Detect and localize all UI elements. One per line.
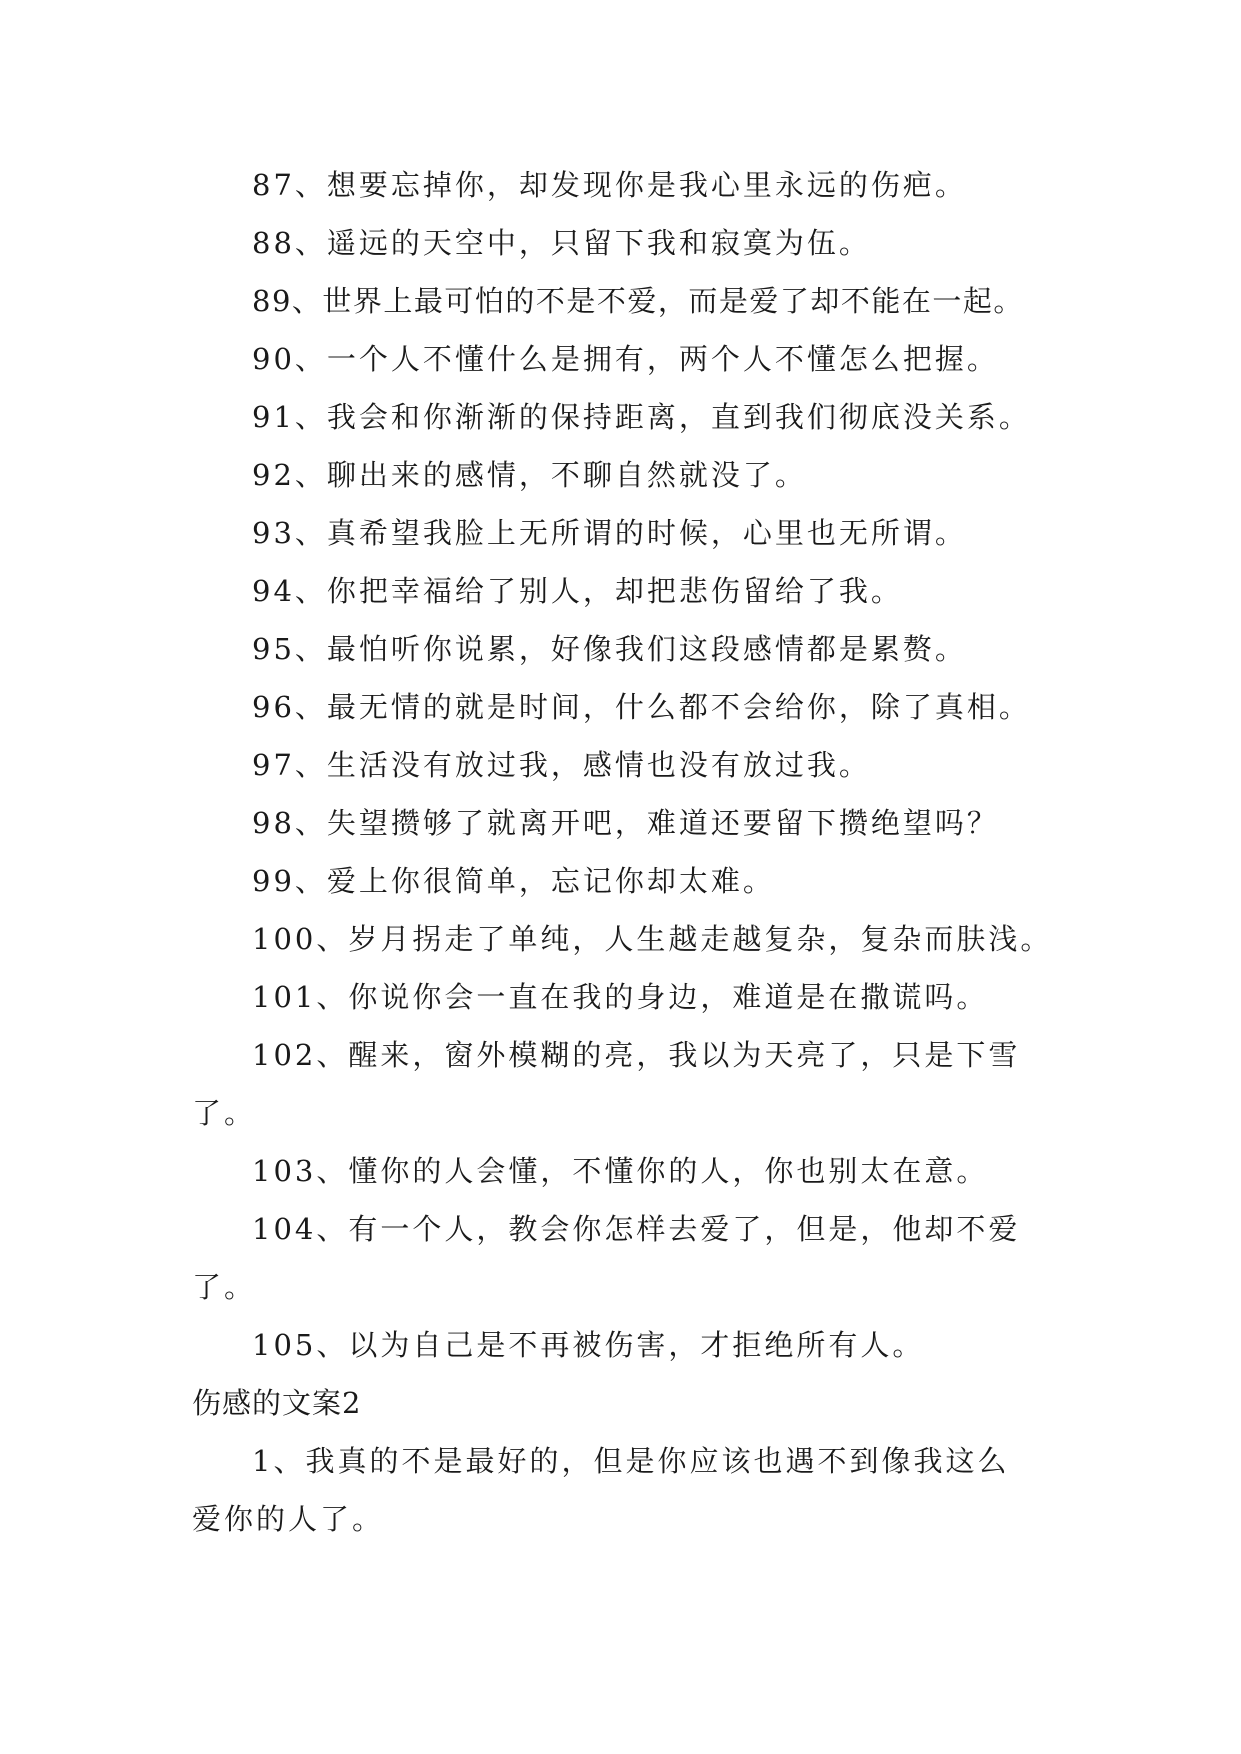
text-line: 88、遥远的天空中，只留下我和寂寞为伍。 <box>252 226 871 260</box>
text-line: 89、世界上最可怕的不是不爱，而是爱了却不能在一起。 <box>252 284 1024 318</box>
text-line: 爱你的人了。 <box>192 1502 385 1536</box>
text-line: 103、懂你的人会懂，不懂你的人，你也别太在意。 <box>252 1154 989 1188</box>
text-line: 99、爱上你很简单，忘记你却太难。 <box>252 864 775 898</box>
text-line: 95、最怕听你说累，好像我们这段感情都是累赘。 <box>252 632 967 666</box>
text-line: 91、我会和你渐渐的保持距离，直到我们彻底没关系。 <box>252 400 1031 434</box>
text-line: 100、岁月拐走了单纯，人生越走越复杂，复杂而肤浅。 <box>252 922 1053 956</box>
text-line: 90、一个人不懂什么是拥有，两个人不懂怎么把握。 <box>252 342 999 376</box>
text-line: 87、想要忘掉你，却发现你是我心里永远的伤疤。 <box>252 168 967 202</box>
text-line: 1、我真的不是最好的，但是你应该也遇不到像我这么 <box>252 1444 1010 1478</box>
text-line: 104、有一个人，教会你怎样去爱了，但是，他却不爱 <box>252 1212 1021 1246</box>
text-line: 92、聊出来的感情，不聊自然就没了。 <box>252 458 807 492</box>
text-line: 93、真希望我脸上无所谓的时候，心里也无所谓。 <box>252 516 967 550</box>
text-line: 97、生活没有放过我，感情也没有放过我。 <box>252 748 871 782</box>
section-heading: 伤感的文案2 <box>192 1386 362 1420</box>
text-line: 96、最无情的就是时间，什么都不会给你，除了真相。 <box>252 690 1031 724</box>
text-line: 了。 <box>192 1270 257 1304</box>
text-line: 102、醒来，窗外模糊的亮，我以为天亮了，只是下雪 <box>252 1038 1021 1072</box>
text-line: 101、你说你会一直在我的身边，难道是在撒谎吗。 <box>252 980 989 1014</box>
text-line: 105、以为自己是不再被伤害，才拒绝所有人。 <box>252 1328 925 1362</box>
text-line: 98、失望攒够了就离开吧，难道还要留下攒绝望吗？ <box>252 806 999 840</box>
text-line: 94、你把幸福给了别人，却把悲伤留给了我。 <box>252 574 903 608</box>
text-line: 了。 <box>192 1096 257 1130</box>
